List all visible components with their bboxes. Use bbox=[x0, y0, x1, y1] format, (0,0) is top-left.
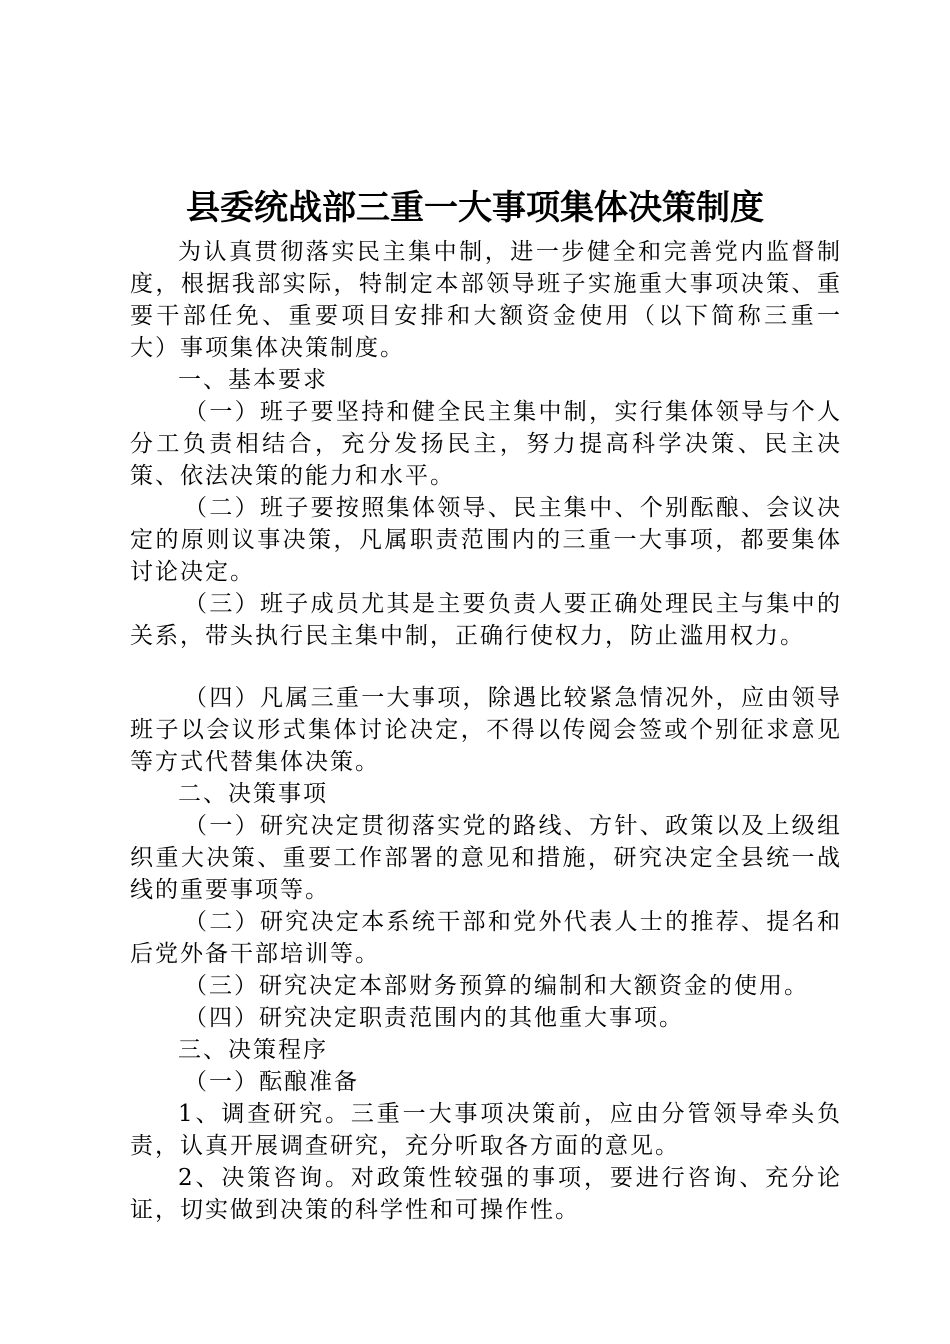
section-heading-basic-requirements: 一、基本要求 bbox=[178, 367, 328, 393]
paragraph-1-4: （四）凡属三重一大事项，除遇比较紧急情况外，应由领导班子以会议形式集体讨论决定，不得以传阅会签或个别征求意见等方式代替集体决策。 bbox=[130, 685, 842, 775]
paragraph-2-2: （二）研究决定本系统干部和党外代表人士的推荐、提名和后党外备干部培训等。 bbox=[130, 909, 842, 967]
intro-paragraph: 为认真贯彻落实民主集中制，进一步健全和完善党内监督制度，根据我部实际，特制定本部领导班子实施重大事项决策、重要干部任免、重要项目安排和大额资金使用（以下简称三重一大）事项集体决策制度。 bbox=[130, 239, 842, 361]
paragraph-3-1: 1、调查研究。三重一大事项决策前，应由分管领导牵头负责，认真开展调查研究，充分听取各方面的意见。 bbox=[130, 1101, 842, 1159]
paragraph-2-4: （四）研究决定职责范围内的其他重大事项。 bbox=[184, 1005, 684, 1031]
paragraph-2-1: （一）研究决定贯彻落实党的路线、方针、政策以及上级组织重大决策、重要工作部署的意见和措施，研究决定全县统一战线的重要事项等。 bbox=[130, 813, 842, 903]
paragraph-2-3: （三）研究决定本部财务预算的编制和大额资金的使用。 bbox=[184, 973, 809, 999]
paragraph-1-1: （一）班子要坚持和健全民主集中制，实行集体领导与个人分工负责相结合，充分发扬民主，努力提高科学决策、民主决策、依法决策的能力和水平。 bbox=[130, 399, 842, 489]
paragraph-gap bbox=[130, 652, 842, 682]
document-title: 县委统战部三重一大事项集体决策制度 bbox=[186, 188, 764, 228]
section-heading-decision-matters: 二、决策事项 bbox=[178, 781, 328, 807]
paragraph-1-2: （二）班子要按照集体领导、民主集中、个别酝酿、会议决定的原则议事决策，凡属职责范围内的三重一大事项，都要集体讨论决定。 bbox=[130, 495, 842, 585]
section-heading-decision-procedure: 三、决策程序 bbox=[178, 1037, 328, 1063]
paragraph-1-3: （三）班子成员尤其是主要负责人要正确处理民主与集中的关系，带头执行民主集中制，正确行使权力，防止滥用权力。 bbox=[130, 591, 842, 649]
paragraph-3-2: 2、决策咨询。对政策性较强的事项，要进行咨询、充分论证，切实做到决策的科学性和可操作性。 bbox=[130, 1165, 842, 1223]
document-body bbox=[130, 236, 842, 1226]
subsection-heading-preparation: （一）酝酿准备 bbox=[184, 1069, 359, 1095]
